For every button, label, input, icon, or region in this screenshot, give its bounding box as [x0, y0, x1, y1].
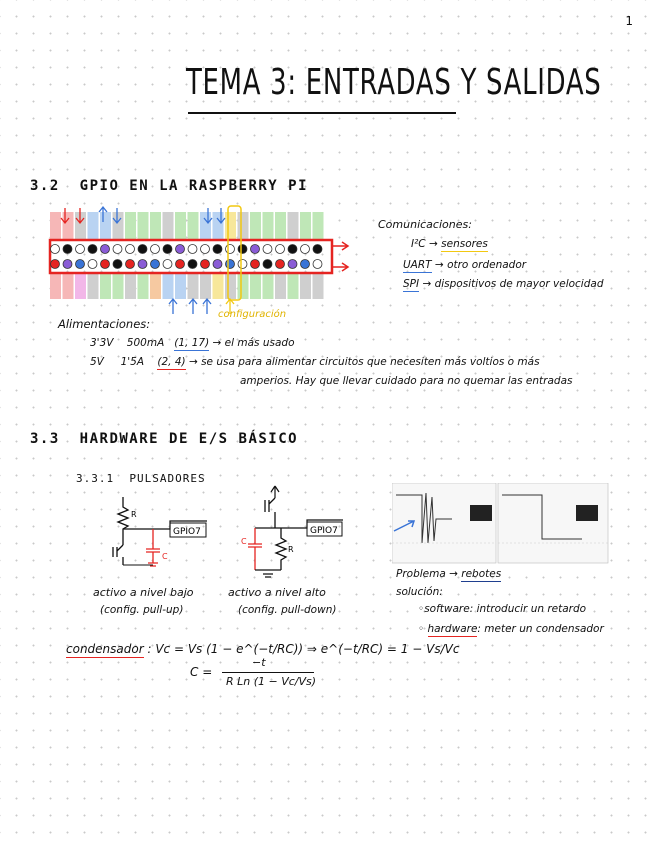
pin-label-strip-bottom: [275, 274, 286, 299]
pin-label-strip-top: [213, 212, 224, 239]
pin-label-strip-top: [225, 212, 236, 239]
condensador-c-numerator: −t: [252, 656, 266, 669]
gpio-pin: [213, 245, 222, 254]
alim-row-3v3: 3'3V 500mA (1, 17) → el más usado: [90, 337, 295, 349]
gpio-pin: [51, 245, 60, 254]
pull-up-subcaption: (config. pull-up): [100, 604, 184, 616]
resistor-label: R: [131, 510, 137, 519]
pin-label-strip-top: [250, 212, 261, 239]
gpio-pin: [51, 260, 60, 269]
section-3-3-1-heading: 3.3.1 PULSADORES: [76, 472, 206, 485]
gpio-pin: [213, 260, 222, 269]
resistor: [276, 528, 286, 570]
gpio-pin: [113, 260, 122, 269]
pin-label-strip-bottom: [100, 274, 111, 299]
section-title: HARDWARE DE E/S BÁSICO: [79, 431, 299, 447]
gpio-pin: [126, 245, 135, 254]
pin-label-strip-bottom: [50, 274, 61, 299]
pull-down-subcaption: (config. pull-down): [238, 604, 337, 616]
pin-label-strip-top: [313, 212, 324, 239]
gpio-pin: [201, 260, 210, 269]
pin-label-strip-top: [275, 212, 286, 239]
resistor-label: R: [288, 545, 294, 554]
gpio-pin: [88, 245, 97, 254]
capacitor-label: C: [162, 552, 168, 561]
gpio-pin: [176, 260, 185, 269]
alim-row-5v-cont: amperios. Hay que llevar cuidado para no quemar las entradas: [240, 375, 573, 387]
pin-label-strip-top: [200, 212, 211, 239]
condensador-equation: condensador : Vc = Vs (1 − e^(−t/RC)) ⇒ e^(−t/RC) = 1 − Vs/Vc: [66, 642, 460, 656]
pull-down-circuit: [235, 484, 355, 584]
solucion-hardware: ◦ hardware: meter un condensador: [418, 623, 604, 635]
pin-label-strip-top: [175, 212, 186, 239]
gpio-pin: [201, 245, 210, 254]
pull-up-caption: activo a nivel bajo: [93, 586, 194, 599]
pin-label-strip-top: [113, 212, 124, 239]
pin-label-strip-bottom: [200, 274, 211, 299]
gpio-pin: [138, 260, 147, 269]
gpio-pin: [313, 260, 322, 269]
right-arrow-top: [332, 242, 348, 250]
gpio-pin: [238, 260, 247, 269]
gpio-pin: [188, 260, 197, 269]
gpio-pin: [151, 245, 160, 254]
capacitor-label: C: [241, 537, 247, 546]
alimentaciones-heading: Alimentaciones:: [58, 317, 151, 331]
pin-label-strip-top: [188, 212, 199, 239]
gpio-pin: [238, 245, 247, 254]
gpio-pin: [263, 245, 272, 254]
comm-item-uart: UART → otro ordenador: [403, 259, 527, 271]
pin-label-strip-bottom: [63, 274, 74, 299]
pin-label-strip-top: [163, 212, 174, 239]
gpio-pin: [251, 260, 260, 269]
pin-label-strip-top: [288, 212, 299, 239]
gpio-pin: [63, 260, 72, 269]
gpio-pin: [101, 245, 110, 254]
gpio-pin: [63, 245, 72, 254]
pin-label-strip-bottom: [88, 274, 99, 299]
pin-label-strip-top: [300, 212, 311, 239]
gpio-pin: [313, 245, 322, 254]
gpio-pin: [76, 260, 85, 269]
gpio-pin: [163, 245, 172, 254]
push-button: [113, 545, 123, 565]
oscilloscope-images: [392, 483, 612, 567]
pin-label-strip-bottom: [288, 274, 299, 299]
pin-label-strip-bottom: [300, 274, 311, 299]
pin-label-strip-top: [125, 212, 136, 239]
gpio-pin: [101, 260, 110, 269]
pull-down-caption: activo a nivel alto: [228, 586, 326, 599]
problema-line: Problema → rebotes: [396, 568, 502, 580]
pin-label-strip-bottom: [238, 274, 249, 299]
gpio-pin: [288, 245, 297, 254]
solucion-heading: solución:: [396, 586, 443, 598]
gpio-pin: [301, 245, 310, 254]
gpio-pin: [226, 245, 235, 254]
gpio-pin: [138, 245, 147, 254]
gpio-header-diagram: [45, 202, 365, 322]
config-label: configuración: [218, 309, 287, 320]
fraction-bar: [222, 672, 314, 673]
gpio-pin: [263, 260, 272, 269]
capacitor: [146, 529, 160, 566]
condensador-c-lhs: C =: [190, 665, 213, 679]
gpio-pin: [188, 245, 197, 254]
pin-label-strip-bottom: [188, 274, 199, 299]
pin-label-strip-top: [63, 212, 74, 239]
push-button: [265, 498, 275, 528]
pin-label-strip-bottom: [213, 274, 224, 299]
pull-up-circuit: [95, 495, 220, 580]
page-number: 1: [625, 14, 633, 28]
gpio-pin: [251, 245, 260, 254]
gpio-label: GPIO7: [310, 526, 338, 536]
section-3-2-heading: [30, 178, 308, 194]
page-title: TEMA 3: ENTRADAS Y SALIDAS: [186, 62, 602, 103]
section-number: 3.2: [30, 178, 60, 194]
pin-label-strip-bottom: [75, 274, 86, 299]
section-title: GPIO EN LA RASPBERRY PI: [79, 178, 309, 194]
pin-label-strip-bottom: [250, 274, 261, 299]
section-3-3-heading: [30, 431, 298, 447]
alim-row-5v: 5V 1'5A (2, 4) → se usa para alimentar circuitos que necesiten más voltios o más: [90, 356, 540, 368]
gpio-pin: [163, 260, 172, 269]
pin-label-strip-top: [100, 212, 111, 239]
pin-label-strip-bottom: [263, 274, 274, 299]
pin-label-strip-top: [238, 212, 249, 239]
gpio-pin: [301, 260, 310, 269]
comm-item-i2c: I²C → sensores: [411, 238, 488, 250]
gpio-pin: [126, 260, 135, 269]
gpio-pin: [88, 260, 97, 269]
gpio-pin: [276, 260, 285, 269]
gpio-pin: [76, 245, 85, 254]
condensador-c-denominator: R Ln (1 − Vc/Vs): [226, 675, 317, 688]
resistor: [118, 497, 128, 545]
pin-label-strip-bottom: [125, 274, 136, 299]
gpio-pin: [288, 260, 297, 269]
comunicaciones-heading: Comunicaciones:: [378, 218, 472, 231]
pin-label-strip-top: [150, 212, 161, 239]
pin-label-strip-top: [138, 212, 149, 239]
pin-label-strip-bottom: [150, 274, 161, 299]
pin-label-strip-bottom: [113, 274, 124, 299]
title-underline: [188, 112, 456, 114]
gpio-pin: [176, 245, 185, 254]
pin-label-strip-top: [263, 212, 274, 239]
pin-label-strip-bottom: [225, 274, 236, 299]
gpio-pin: [151, 260, 160, 269]
pin-label-strip-bottom: [138, 274, 149, 299]
pin-label-strip-bottom: [163, 274, 174, 299]
gpio-pin: [276, 245, 285, 254]
comm-item-spi: SPI → dispositivos de mayor velocidad: [403, 278, 604, 290]
pin-label-strip-bottom: [175, 274, 186, 299]
capacitor: [248, 528, 262, 570]
pin-label-strip-top: [50, 212, 61, 239]
right-arrow-bottom: [332, 263, 348, 271]
gpio-pin: [113, 245, 122, 254]
solucion-software: ◦software: introducir un retardo: [418, 603, 587, 615]
gpio-label: GPIO7: [173, 527, 201, 537]
pin-label-strip-bottom: [313, 274, 324, 299]
section-number: 3.3: [30, 431, 60, 447]
gpio-pin: [226, 260, 235, 269]
pin-label-strip-top: [88, 212, 99, 239]
